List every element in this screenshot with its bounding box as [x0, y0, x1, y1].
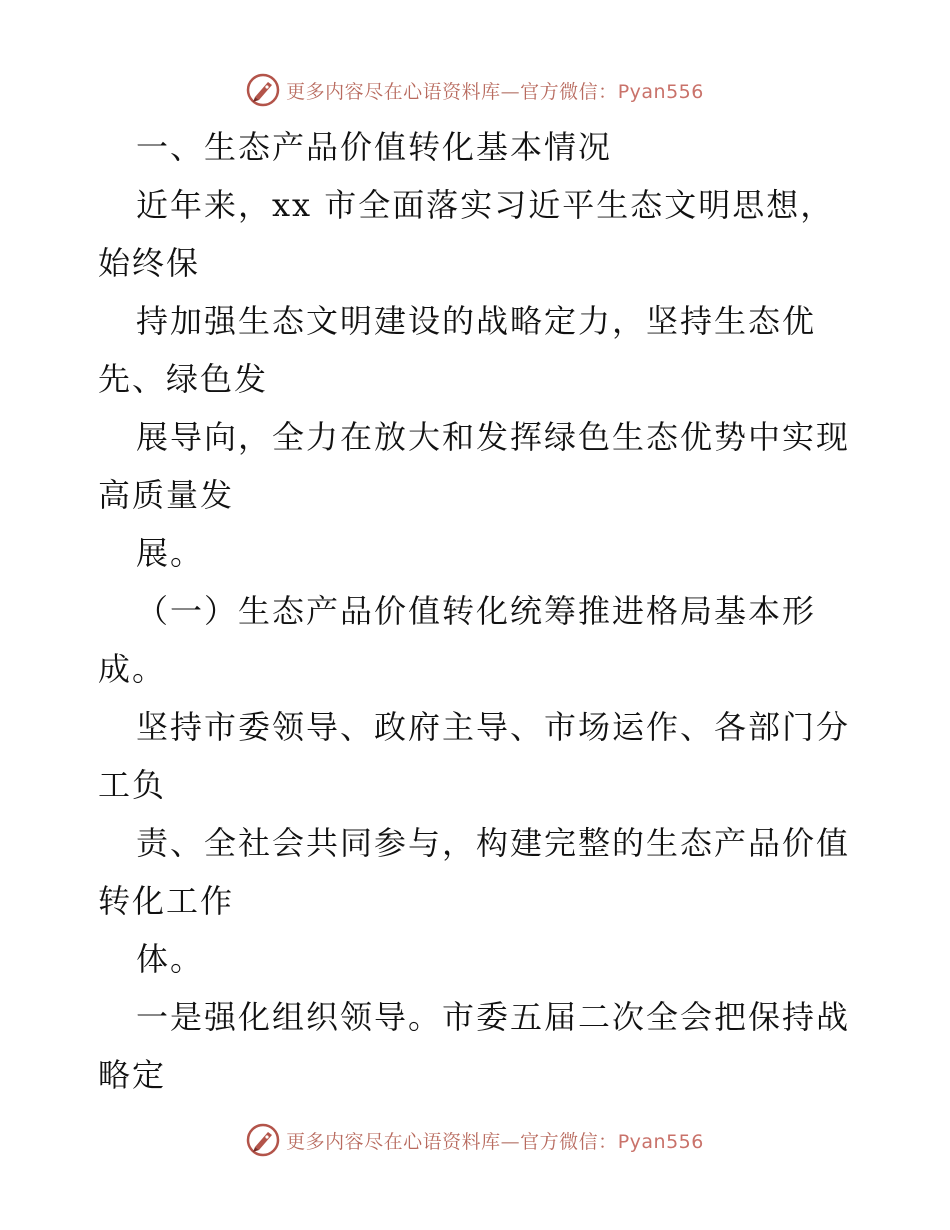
banner-wechat-id: Pyan556 [617, 80, 704, 103]
banner-dash: — [500, 1130, 521, 1153]
banner-text [286, 77, 704, 104]
text-line: 近年来，xx 市全面落实习近平生态文明思想， [136, 186, 835, 224]
text-line: 成。 [98, 650, 167, 688]
text-line: 高质量发 [98, 476, 235, 514]
text-line: 展。 [136, 534, 205, 572]
text-line: 体。 [136, 940, 205, 978]
text-line: 略定 [98, 1056, 167, 1094]
text-line: 坚持市委领导、政府主导、市场运作、各部门分 [136, 708, 851, 746]
banner-official-label: 官方微信： [520, 1130, 618, 1153]
text-line: 转化工作 [98, 882, 235, 920]
banner-site-name: 更多内容尽在心语资料库 [286, 80, 501, 103]
text-line: 工负 [98, 766, 167, 804]
banner-site-name: 更多内容尽在心语资料库 [286, 1130, 501, 1153]
text-line: 始终保 [98, 244, 201, 282]
text-line: 展导向，全力在放大和发挥绿色生态优势中实现 [136, 418, 851, 456]
pen-logo-icon [246, 73, 280, 107]
banner-official-label: 官方微信： [520, 80, 618, 103]
banner-dash: — [500, 80, 521, 103]
banner-wechat-id: Pyan556 [617, 1130, 704, 1153]
text-line: 一是强化组织领导。市委五届二次全会把保持战 [136, 998, 851, 1036]
document-body [98, 118, 858, 1104]
footer-banner [0, 1120, 950, 1160]
text-line: （一）生态产品价值转化统筹推进格局基本形 [136, 592, 817, 630]
text-line: 责、全社会共同参与，构建完整的生态产品价值 [136, 824, 851, 862]
text-line: 一、生态产品价值转化基本情况 [136, 128, 613, 166]
text-line: 持加强生态文明建设的战略定力，坚持生态优 [136, 302, 817, 340]
banner-text [286, 1127, 704, 1154]
header-banner [0, 70, 950, 110]
pen-logo-icon [246, 1123, 280, 1157]
text-line: 先、绿色发 [98, 360, 269, 398]
